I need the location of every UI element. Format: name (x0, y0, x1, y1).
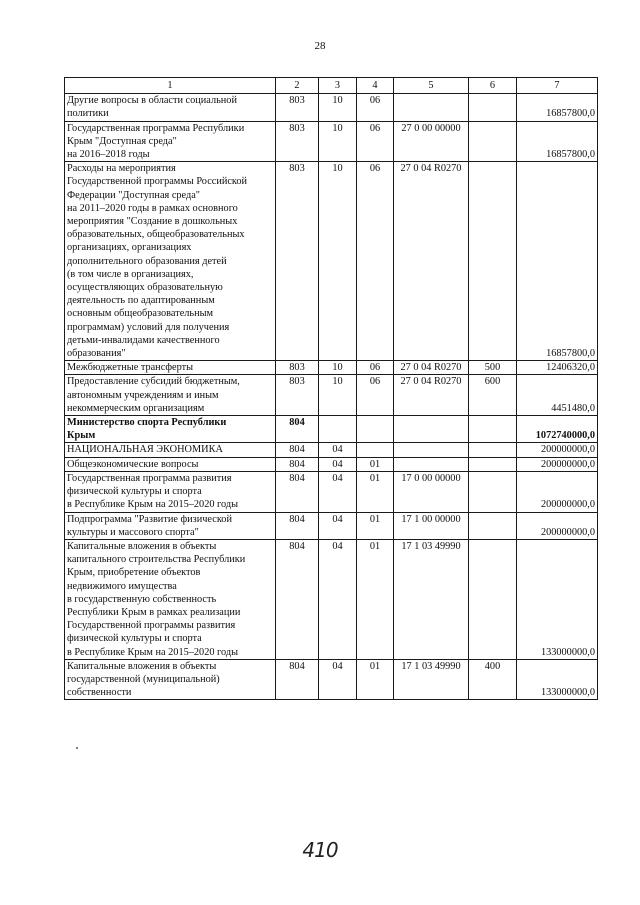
section-code-cell-text: 04 (332, 513, 343, 525)
table-row (65, 94, 598, 121)
header-cell: 6 (469, 78, 517, 94)
expense-type-cell (469, 94, 517, 121)
subsection-code-cell (357, 121, 394, 162)
row-name-cell (65, 539, 276, 659)
amount-cell-text: 200000000,0 (540, 444, 595, 456)
target-article-cell (394, 512, 469, 539)
subsection-code-cell (357, 361, 394, 375)
section-code-cell (319, 375, 357, 416)
section-code-cell (319, 457, 357, 471)
ministry-code-cell-text: 804 (289, 660, 305, 672)
target-article-cell (394, 94, 469, 121)
amount-cell-text: 4451480,0 (551, 402, 595, 414)
subsection-code-cell (357, 94, 394, 121)
ministry-code-cell-text: 803 (289, 95, 305, 107)
ministry-code-cell-text: 804 (289, 540, 305, 552)
amount-cell (517, 375, 598, 416)
target-article-cell (394, 443, 469, 457)
expense-type-cell (469, 512, 517, 539)
expense-type-cell (469, 162, 517, 361)
subsection-code-cell (357, 162, 394, 361)
table-row (65, 162, 598, 361)
ministry-code-cell (276, 512, 319, 539)
row-name-cell (65, 512, 276, 539)
amount-cell (517, 471, 598, 512)
row-name-cell-text: НАЦИОНАЛЬНАЯ ЭКОНОМИКА (67, 444, 223, 456)
ministry-code-cell (276, 659, 319, 700)
row-name-cell-text: Государственная программа развития физической культуры и спорта в Республике Крым на 2015–2020 годы (67, 472, 239, 511)
ministry-code-cell (276, 416, 319, 443)
target-article-cell (394, 416, 469, 443)
section-code-cell-text: 04 (332, 660, 343, 672)
table-row (65, 121, 598, 162)
table-row (65, 443, 598, 457)
subsection-code-cell-text: 06 (369, 376, 381, 388)
amount-cell (517, 512, 598, 539)
target-article-cell-text: 17 1 00 00000 (401, 513, 461, 525)
ministry-code-cell-text: 803 (289, 376, 305, 388)
subsection-code-cell (357, 539, 394, 659)
section-code-cell-text: 04 (332, 472, 343, 484)
subsection-code-cell-text: 01 (369, 458, 381, 470)
row-name-cell (65, 162, 276, 361)
row-name-cell (65, 94, 276, 121)
target-article-cell (394, 659, 469, 700)
row-name-cell-text: Другие вопросы в области социальной политики (67, 95, 237, 120)
expense-type-cell (469, 659, 517, 700)
target-article-cell-text: 27 0 04 R0270 (400, 376, 462, 388)
expense-type-cell (469, 443, 517, 457)
amount-cell (517, 539, 598, 659)
subsection-code-cell (357, 416, 394, 443)
section-code-cell-text: 04 (332, 458, 343, 470)
subsection-code-cell (357, 471, 394, 512)
amount-cell (517, 443, 598, 457)
ministry-code-cell (276, 457, 319, 471)
section-code-cell-text: 10 (332, 163, 343, 175)
expense-type-cell (469, 457, 517, 471)
row-name-cell-text: Предоставление субсидий бюджетным, автономным учреждениям и иным некоммерческим организациям (67, 376, 240, 414)
ministry-code-cell (276, 443, 319, 457)
subsection-code-cell (357, 375, 394, 416)
subsection-code-cell (357, 443, 394, 457)
section-code-cell-text: 04 (332, 540, 343, 552)
amount-cell (517, 416, 598, 443)
target-article-cell-text: 27 0 04 R0270 (400, 362, 462, 374)
subsection-code-cell-text: 01 (369, 540, 381, 552)
amount-cell (517, 457, 598, 471)
subsection-code-cell-text: 01 (369, 660, 381, 672)
header-row (65, 78, 598, 94)
target-article-cell-text: 27 0 00 00000 (401, 122, 461, 134)
table-row (65, 659, 598, 700)
ministry-code-cell (276, 471, 319, 512)
section-code-cell-text: 04 (332, 444, 343, 456)
section-code-cell (319, 416, 357, 443)
scan-speck (76, 747, 78, 749)
target-article-cell (394, 471, 469, 512)
row-name-cell-text: Расходы на мероприятия Государственной программы Российской Федерации "Доступная среда" на 2011–2020 годы в рамках основного мероприятия "Создание в дошкольных образовательных, общеобразовательных организациях, организациях дополнительного образования детей (в том числе в организациях, осуществляющих образовательную деятельность по адаптированным основным общеобразовательным программам) условий для получения детьми-инвалидами качественного образования" (67, 163, 248, 360)
target-article-cell (394, 121, 469, 162)
subsection-code-cell-text: 06 (369, 122, 381, 134)
subsection-code-cell-text: 06 (369, 95, 381, 107)
target-article-cell-text: 17 0 00 00000 (401, 472, 461, 484)
ministry-code-cell (276, 361, 319, 375)
target-article-cell (394, 361, 469, 375)
ministry-code-cell (276, 375, 319, 416)
row-name-cell (65, 361, 276, 375)
ministry-code-cell (276, 121, 319, 162)
section-code-cell (319, 443, 357, 457)
ministry-code-cell-text: 804 (289, 513, 305, 525)
ministry-code-cell (276, 94, 319, 121)
expense-type-cell-text: 600 (484, 376, 501, 388)
ministry-code-cell-text: 803 (289, 362, 305, 374)
target-article-cell-text: 27 0 04 R0270 (400, 163, 462, 175)
subsection-code-cell-text: 06 (369, 163, 381, 175)
row-name-cell-text: Министерство спорта Республики Крым (67, 417, 227, 442)
table-row (65, 375, 598, 416)
header-cell: 5 (394, 78, 469, 94)
subsection-code-cell (357, 659, 394, 700)
row-name-cell (65, 471, 276, 512)
amount-cell-text: 16857800,0 (546, 149, 595, 161)
row-name-cell-text: Государственная программа Республики Крым "Доступная среда" на 2016–2018 годы (67, 122, 245, 161)
page-number: 28 (314, 40, 326, 52)
subsection-code-cell (357, 512, 394, 539)
amount-cell-text: 200000000,0 (540, 499, 595, 511)
target-article-cell (394, 539, 469, 659)
section-code-cell (319, 162, 357, 361)
row-name-cell-text: Подпрограмма "Развитие физической культуры и массового спорта" (67, 513, 232, 538)
expense-type-cell (469, 539, 517, 659)
header-cell: 3 (319, 78, 357, 94)
section-code-cell (319, 121, 357, 162)
expense-type-cell (469, 416, 517, 443)
amount-cell (517, 94, 598, 121)
table-row (65, 539, 598, 659)
expense-type-cell (469, 361, 517, 375)
amount-cell-text: 133000000,0 (540, 687, 595, 699)
section-code-cell (319, 512, 357, 539)
row-name-cell (65, 375, 276, 416)
target-article-cell (394, 375, 469, 416)
amount-cell-text: 16857800,0 (546, 108, 595, 120)
ministry-code-cell-text: 804 (289, 444, 305, 456)
ministry-code-cell (276, 162, 319, 361)
section-code-cell (319, 539, 357, 659)
ministry-code-cell-text: 804 (289, 458, 305, 470)
row-name-cell (65, 443, 276, 457)
amount-cell-text: 133000000,0 (540, 646, 595, 658)
expense-type-cell (469, 121, 517, 162)
budget-table (64, 77, 598, 700)
section-code-cell-text: 10 (332, 362, 343, 374)
amount-cell (517, 361, 598, 375)
section-code-cell-text: 10 (332, 122, 343, 134)
table-row (65, 512, 598, 539)
section-code-cell-text: 10 (332, 95, 343, 107)
target-article-cell-text: 17 1 03 49990 (401, 660, 461, 672)
section-code-cell-text: 10 (332, 376, 343, 388)
amount-cell-text: 16857800,0 (546, 348, 595, 360)
row-name-cell-text: Капитальные вложения в объекты капитального строительства Республики Крым, приобретение объектов недвижимого имущества в государственную собственность Республики Крым в рамках реализации Государственной программы развития физической культуры и спорта в Республике Крым на 2015–2020 годы (67, 540, 246, 658)
header-cell: 1 (65, 78, 276, 94)
row-name-cell (65, 457, 276, 471)
expense-type-cell (469, 375, 517, 416)
row-name-cell (65, 416, 276, 443)
ministry-code-cell-text: 804 (289, 417, 305, 429)
table-row (65, 416, 598, 443)
section-code-cell (319, 471, 357, 512)
section-code-cell (319, 659, 357, 700)
header-cell: 2 (276, 78, 319, 94)
amount-cell (517, 659, 598, 700)
expense-type-cell-text: 500 (484, 362, 501, 374)
subsection-code-cell-text: 06 (369, 362, 381, 374)
amount-cell-text: 200000000,0 (540, 458, 595, 470)
subsection-code-cell-text: 01 (369, 472, 381, 484)
ministry-code-cell-text: 803 (289, 122, 305, 134)
row-name-cell (65, 659, 276, 700)
header-cell: 4 (357, 78, 394, 94)
amount-cell-text: 12406320,0 (546, 362, 595, 374)
table-row (65, 471, 598, 512)
amount-cell (517, 162, 598, 361)
subsection-code-cell-text: 01 (369, 513, 381, 525)
target-article-cell (394, 457, 469, 471)
amount-cell-text: 1072740000,0 (535, 430, 595, 442)
table-row (65, 457, 598, 471)
row-name-cell-text: Капитальные вложения в объекты государственной (муниципальной) собственности (67, 660, 220, 699)
expense-type-cell-text: 400 (484, 660, 501, 672)
row-name-cell-text: Межбюджетные трансферты (67, 362, 194, 374)
subsection-code-cell (357, 457, 394, 471)
target-article-cell (394, 162, 469, 361)
section-code-cell (319, 94, 357, 121)
header-cell: 7 (517, 78, 598, 94)
amount-cell-text: 200000000,0 (540, 526, 595, 538)
amount-cell (517, 121, 598, 162)
handwritten-page-note: 410 (302, 838, 338, 862)
ministry-code-cell (276, 539, 319, 659)
ministry-code-cell-text: 804 (289, 472, 305, 484)
section-code-cell (319, 361, 357, 375)
row-name-cell-text: Общеэкономические вопросы (67, 458, 199, 470)
ministry-code-cell-text: 803 (289, 163, 305, 175)
target-article-cell-text: 17 1 03 49990 (401, 540, 461, 552)
row-name-cell (65, 121, 276, 162)
table-row (65, 361, 598, 375)
expense-type-cell (469, 471, 517, 512)
